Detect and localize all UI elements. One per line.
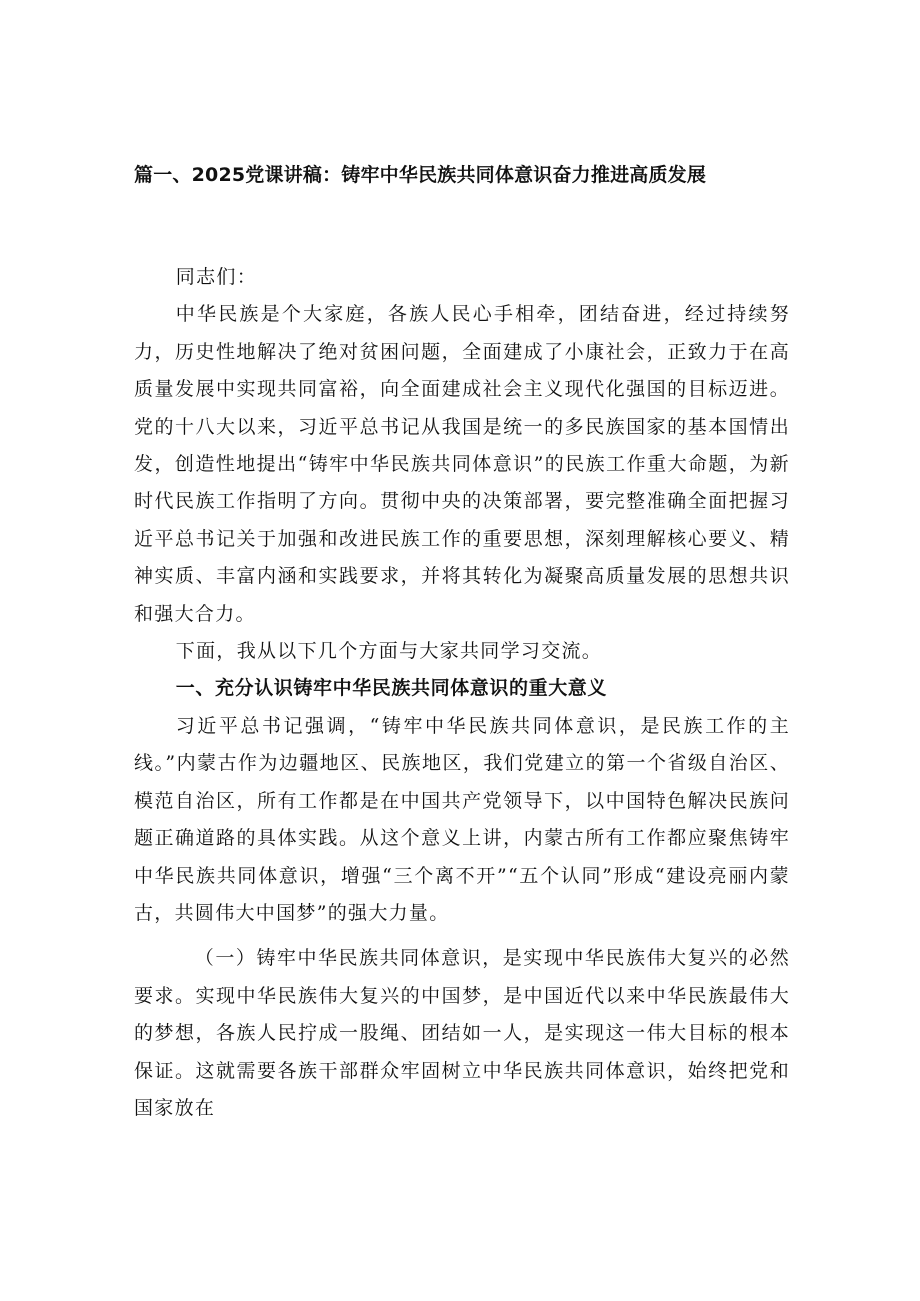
paragraph-transition: 下面，我从以下几个方面与大家共同学习交流。 (175, 640, 603, 663)
section-heading: 一、充分认识铸牢中华民族共同体意识的重大意义 (175, 677, 607, 700)
document-body (134, 259, 790, 1127)
salutation: 同志们： (175, 266, 257, 288)
subsection-paragraph: （一）铸牢中华民族共同体意识，是实现中华民族伟大复兴的必然要求。实现中华民族伟大复兴的中国梦，是中国近代以来中华民族最伟大的梦想，各族人民拧成一股绳、团结如一人，是实现这一伟大目标的根本保证。这就需要各族干部群众牢固树立中华民族共同体意识，始终把党和国家放在 (134, 947, 790, 1119)
section-paragraph: 习近平总书记强调，“铸牢中华民族共同体意识，是民族工作的主线。”内蒙古作为边疆地区、民族地区，我们党建立的第一个省级自治区、模范自治区，所有工作都是在中国共产党领导下，以中国特色解决民族问题正确道路的具体实践。从这个意义上讲，内蒙古所有工作都应聚焦铸牢中华民族共同体意识，增强“三个离不开”“五个认同”形成“建设亮丽内蒙古，共圆伟大中国梦”的强大力量。 (134, 714, 790, 924)
document-title: 篇一、2025党课讲稿：铸牢中华民族共同体意识奋力推进高质发展 (134, 164, 707, 186)
paragraph-intro: 中华民族是个大家庭，各族人民心手相牵，团结奋进，经过持续努力，历史性地解决了绝对贫困问题，全面建成了小康社会，正致力于在高质量发展中实现共同富裕，向全面建成社会主义现代化强国的目标迈进。党的十八大以来，习近平总书记从我国是统一的多民族国家的基本国情出发，创造性地提出“铸牢中华民族共同体意识”的民族工作重大命题，为新时代民族工作指明了方向。贯彻中央的决策部署，要完整准确全面把握习近平总书记关于加强和改进民族工作的重要思想，深刻理解核心要义、精神实质、丰富内涵和实践要求，并将其转化为凝聚高质量发展的思想共识和强大合力。 (134, 303, 790, 625)
